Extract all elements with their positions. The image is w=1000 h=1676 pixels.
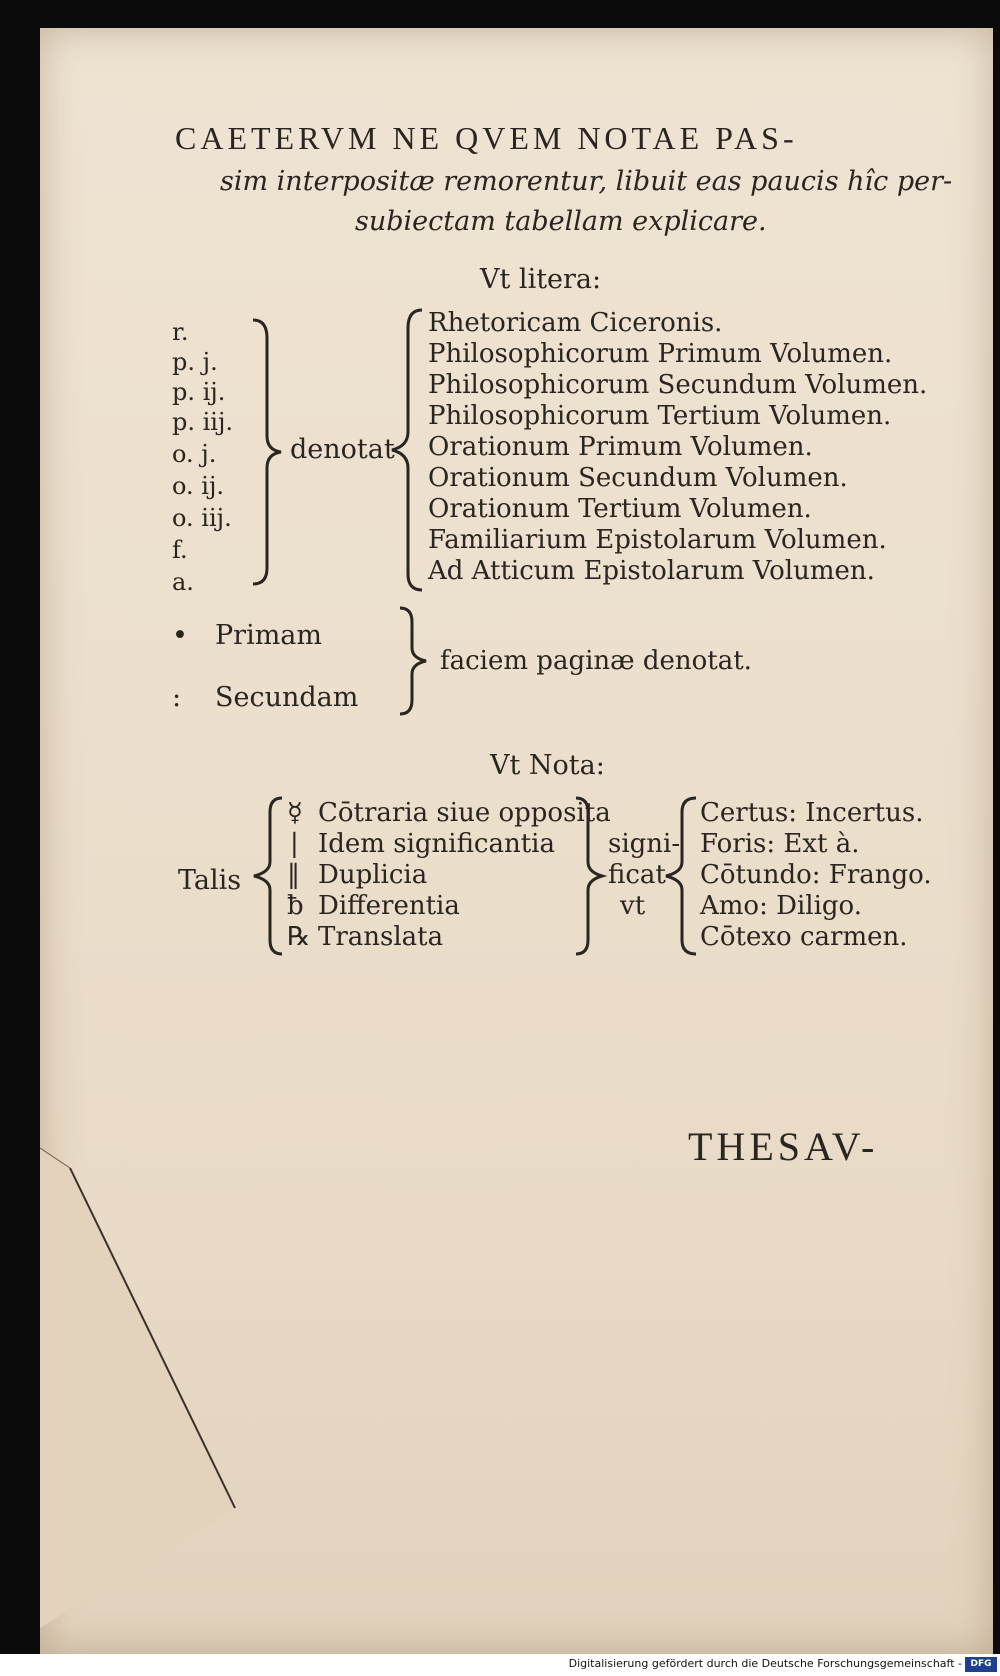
- volume-item: Familiarium Epistolarum Volumen.: [428, 525, 887, 555]
- left-brace-examples: [662, 796, 702, 956]
- nota-sign: |: [290, 829, 299, 859]
- nota-sign: ☿: [287, 798, 303, 828]
- volume-item: Philosophicorum Tertium Volumen.: [428, 401, 892, 431]
- nota-example: Certus: Incertus.: [700, 798, 924, 828]
- dfg-logo: DFG: [965, 1657, 997, 1672]
- nota-term: Translata: [318, 922, 444, 952]
- nota-example: Cōtexo carmen.: [700, 922, 908, 952]
- volume-item: Philosophicorum Primum Volumen.: [428, 339, 893, 369]
- abbr-item: o. iij.: [172, 504, 232, 532]
- abbr-item: p. ij.: [172, 378, 226, 406]
- left-brace-volumes: [388, 308, 428, 593]
- volume-item: Philosophicorum Secundum Volumen.: [428, 370, 928, 400]
- nota-sign: ℞: [287, 922, 311, 952]
- left-brace-signs: [248, 796, 288, 956]
- nota-example: Amo: Diligo.: [700, 891, 863, 921]
- abbr-item: p. iij.: [172, 408, 234, 436]
- nota-middle-text: signi-: [608, 829, 681, 859]
- nota-example: Foris: Ext à.: [700, 829, 860, 859]
- nota-term: Cōtraria siue opposita: [318, 798, 611, 828]
- nota-term: Differentia: [318, 891, 460, 921]
- nota-lead-talis: Talis: [178, 865, 242, 896]
- nota-term: Duplicia: [318, 860, 428, 890]
- nota-middle-text: vt: [620, 891, 646, 921]
- abbr-item: f.: [172, 536, 188, 564]
- page-mark-symbol: •: [172, 620, 188, 651]
- abbr-item: o. j.: [172, 440, 217, 468]
- nota-middle-text: ficat: [608, 860, 666, 890]
- right-brace-abbreviations: [245, 318, 285, 588]
- volume-item: Orationum Primum Volumen.: [428, 432, 813, 462]
- nota-sign: ƀ: [287, 891, 304, 921]
- abbr-item: o. ij.: [172, 472, 225, 500]
- nota-example: Cōtundo: Frango.: [700, 860, 932, 890]
- right-brace-terms: [568, 796, 608, 956]
- nota-term: Idem significantia: [318, 829, 555, 859]
- volume-item: Orationum Secundum Volumen.: [428, 463, 848, 493]
- abbr-item: a.: [172, 568, 194, 596]
- section-title-vt-nota: Vt Nota:: [490, 750, 605, 781]
- heading-line-2: sim interpositæ remorentur, libuit eas paucis hîc per-: [220, 166, 953, 197]
- verb-denotat: denotat: [290, 434, 395, 465]
- section-title-vt-litera: Vt litera:: [480, 264, 602, 295]
- volume-item: Ad Atticum Epistolarum Volumen.: [428, 556, 875, 586]
- catchword: THESAV-: [688, 1124, 879, 1169]
- abbr-item: r.: [172, 318, 189, 346]
- volume-item: Orationum Tertium Volumen.: [428, 494, 812, 524]
- footer-credit: Digitalisierung gefördert durch die Deutsche Forschungsgemeinschaft -: [568, 1657, 962, 1670]
- digitization-footer: [0, 1654, 1000, 1676]
- heading-line-1: CAETERVM NE QVEM NOTAE PAS-: [175, 120, 798, 156]
- page-mark-label: Secundam: [215, 682, 359, 713]
- page-mark-symbol: :: [172, 682, 182, 713]
- abbr-item: p. j.: [172, 348, 218, 376]
- page-marks-meaning: faciem paginæ denotat.: [440, 646, 752, 676]
- right-brace-page-marks: [392, 606, 432, 716]
- nota-sign: ‖: [287, 860, 300, 890]
- book-page: [40, 28, 993, 1654]
- heading-line-3: subiectam tabellam explicare.: [355, 206, 767, 237]
- page-mark-label: Primam: [215, 620, 323, 651]
- volume-item: Rhetoricam Ciceronis.: [428, 308, 723, 338]
